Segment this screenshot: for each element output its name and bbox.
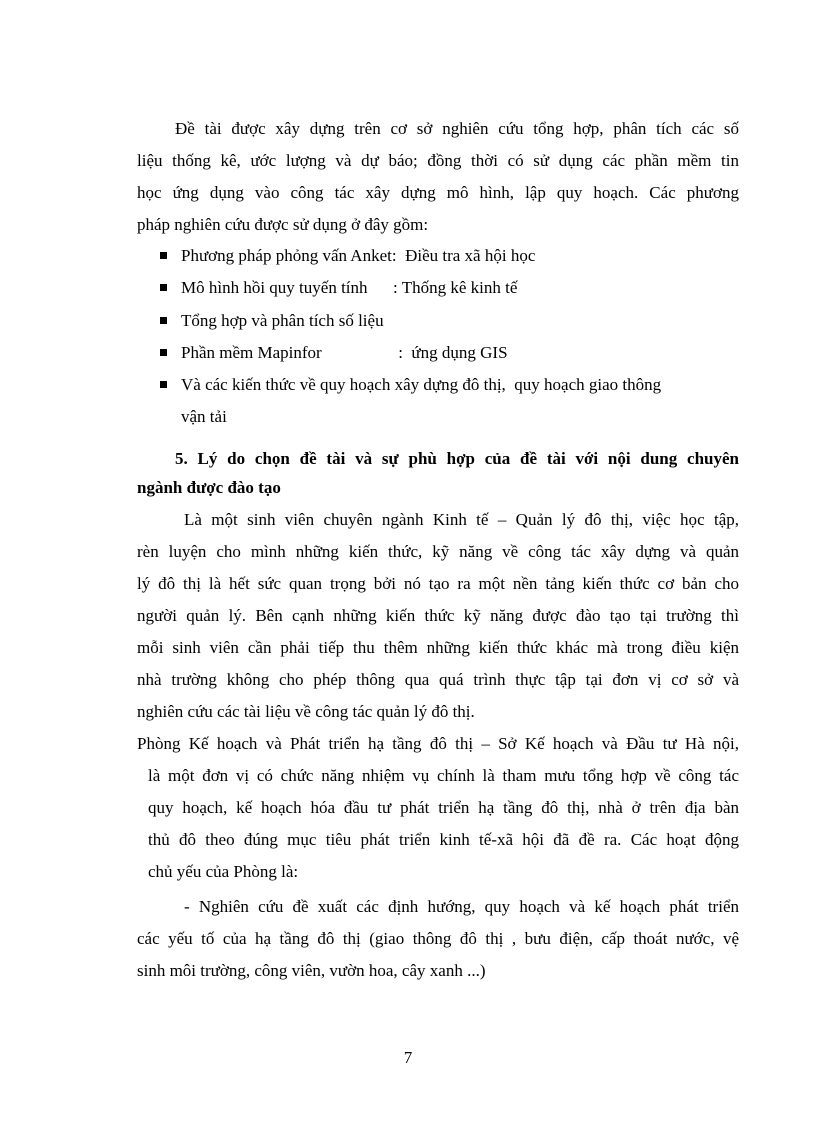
- square-bullet-icon: [160, 349, 167, 356]
- paragraph1-line-2: rèn luyện cho mình những kiến thức, kỹ năng về công tác xây dựng và quản: [137, 542, 739, 561]
- paragraph3-line-3: sinh môi trường, công viên, vườn hoa, cây xanh ...): [137, 961, 486, 980]
- paragraph1-line-1: Là một sinh viên chuyên ngành Kinh tế – Quản lý đô thị, việc học tập,: [184, 510, 739, 529]
- square-bullet-icon: [160, 317, 167, 324]
- method-text: Phương pháp phỏng vấn Anket: Điều tra xã hội học: [181, 246, 536, 265]
- square-bullet-icon: [160, 381, 167, 388]
- square-bullet-icon: [160, 284, 167, 291]
- intro-line-1: Đề tài được xây dựng trên cơ sở nghiên cứu tổng hợp, phân tích các số: [175, 119, 739, 138]
- paragraph1-line-6: nhà trường không cho phép thông qua quá trình thực tập tại đơn vị cơ sở và: [137, 670, 739, 689]
- paragraph2-line-1: Phòng Kế hoạch và Phát triển hạ tầng đô thị – Sở Kế hoạch và Đầu tư Hà nội,: [137, 734, 739, 753]
- method-text: Mô hình hồi quy tuyến tính : Thống kê kinh tế: [181, 278, 518, 297]
- paragraph2-line-2: là một đơn vị có chức năng nhiệm vụ chính là tham mưu tổng hợp về công tác: [148, 766, 739, 785]
- paragraph1-line-4: người quản lý. Bên cạnh những kiến thức kỹ năng được đào tạo tại trường thì: [137, 606, 739, 625]
- paragraph2-line-3: quy hoạch, kế hoạch hóa đầu tư phát triển hạ tầng đô thị, nhà ở trên địa bàn: [148, 798, 739, 817]
- intro-line-4: pháp nghiên cứu được sử dụng ở đây gồm:: [137, 215, 429, 234]
- paragraph2-line-5: chủ yếu của Phòng là:: [148, 862, 299, 881]
- intro-line-2: liệu thống kê, ước lượng và dự báo; đồng thời có sử dụng các phần mềm tin: [137, 151, 739, 170]
- paragraph1-line-3: lý đô thị là hết sức quan trọng bởi nó tạo ra một nền tảng kiến thức cơ bản cho: [137, 574, 739, 593]
- method-text: Và các kiến thức về quy hoạch xây dựng đô thị, quy hoạch giao thông: [181, 375, 662, 394]
- section-heading-line-1: 5. Lý do chọn đề tài và sự phù hợp của đề tài với nội dung chuyên: [175, 449, 739, 468]
- method-text: Tổng hợp và phân tích số liệu: [181, 311, 384, 330]
- intro-line-3: học ứng dụng vào công tác xây dựng mô hình, lập quy hoạch. Các phương: [137, 183, 739, 202]
- paragraph3-line-1: - Nghiên cứu đề xuất các định hướng, quy hoạch và kế hoạch phát triển: [184, 897, 739, 916]
- method-continuation: vận tải: [181, 407, 227, 426]
- paragraph1-line-5: mỗi sinh viên cần phải tiếp thu thêm những kiến thức khác mà trong điều kiện: [137, 638, 739, 657]
- method-text: Phần mềm Mapinfor : ứng dụng GIS: [181, 343, 508, 362]
- section-heading-line-2: ngành được đào tạo: [137, 478, 281, 497]
- paragraph1-line-7: nghiên cứu các tài liệu về công tác quản lý đô thị.: [137, 702, 475, 721]
- paragraph2-line-4: thủ đô theo đúng mục tiêu phát triển kinh tế-xã hội đã đề ra. Các hoạt động: [148, 830, 739, 849]
- square-bullet-icon: [160, 252, 167, 259]
- paragraph3-line-2: các yếu tố của hạ tầng đô thị (giao thông đô thị , bưu điện, cấp thoát nước, vệ: [137, 929, 739, 948]
- page-number: 7: [403, 1048, 413, 1067]
